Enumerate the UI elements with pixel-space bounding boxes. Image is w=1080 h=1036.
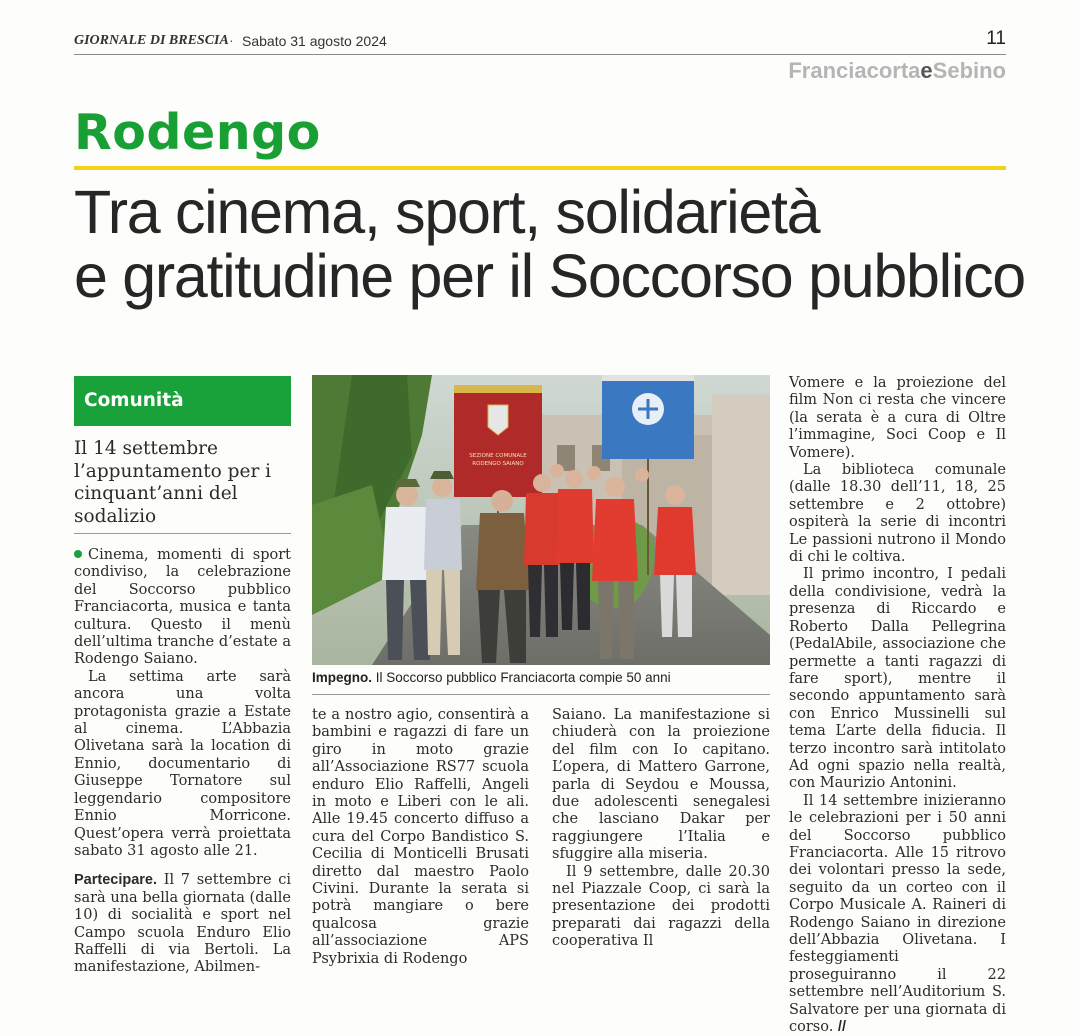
article-subhead: Il 14 settembre l’appuntamento per i cinquant’anni del sodalizio: [74, 438, 272, 527]
section-name-part2: e: [920, 58, 933, 83]
category-label: [74, 376, 291, 426]
bullet-icon: [74, 550, 82, 558]
newspaper-name: GIORNALE DI BRESCIA: [74, 33, 229, 48]
paragraph: La settima arte sarà ancora una volta protagonista grazie a Estate al cinema. L’Abbazia Olivetana sarà la location di Ennio, documentario di Giuseppe Tornatore sul leggendario compositore Ennio Morricone. Quest’opera verrà proiettata sabato 31 agosto alle 21.: [74, 668, 291, 859]
headline-line-1: Tra cinema, sport, solidarietà: [74, 178, 820, 246]
svg-text:RODENGO SAIANO: RODENGO SAIANO: [472, 461, 524, 467]
headline-line-2: e gratitudine per il Soccorso pubblico: [74, 242, 1025, 310]
svg-text:SEZIONE COMUNALE: SEZIONE COMUNALE: [469, 453, 527, 459]
article-photo: [312, 375, 770, 665]
paragraph: Il 9 settembre, dalle 20.30 nel Piazzale Coop, ci sarà la presentazione dei prodotti preparati dai ragazzi della cooperativa Il: [552, 863, 770, 950]
publication-date: Sabato 31 agosto 2024: [242, 33, 387, 49]
kicker-rule: [74, 166, 1006, 170]
category-label-text: Comunità: [84, 390, 184, 411]
paragraph: [74, 547, 291, 669]
paragraph: La biblioteca comunale (dalle 18.30 dell’11, 18, 25 settembre e 2 ottobre) ospiterà la serie di incontri Le passioni nutrono il Mondo di chi le coltiva.: [789, 462, 1006, 566]
section-name-part1: Franciacorta: [788, 58, 921, 83]
text-column-4: [789, 375, 1006, 1036]
section-name-part3: Sebino: [932, 58, 1006, 83]
article-kicker: Rodengo: [74, 104, 321, 161]
end-mark: //: [837, 1019, 846, 1036]
article-headline: [74, 178, 1025, 310]
paragraph-lead: Partecipare.: [74, 872, 158, 889]
paragraph: te a nostro agio, consentirà a bambini e ragazzi di fare un giro in moto grazie all’Associazione RS77 scuola enduro Elio Raffelli, Angeli in moto e Liberi con le ali. Alle 19.45 concerto diffuso a cura del Corpo Bandistico S. Cecilia di Monticelli Brusati diretto dal maestro Paolo Civini. Durante la serata si potrà mangiare o bere qualcosa grazie all’associazione APS Psybrixia di Rodengo: [312, 707, 529, 967]
text-column-2: [312, 707, 529, 968]
paragraph-text: Cinema, momenti di sport condiviso, la celebrazione del Soccorso pubblico Franciacorta, musica e tanta cultura. Questo il menù dell’ultima tranche d’estate a Rodengo Saiano.: [74, 547, 291, 668]
caption-lead: Impegno.: [312, 670, 372, 685]
masthead-separator: ·: [229, 32, 234, 48]
page-number: 11: [986, 28, 1006, 49]
photo-caption: [312, 670, 782, 685]
paragraph: Saiano. La manifestazione si chiuderà con la proiezione del film con Io capitano. L’opera, di Mattero Garrone, parla di Seydou e Moussa, due adolescenti senegalesi che lasciano Dakar per raggiungere l’Italia e sfuggire alla miseria.: [552, 707, 770, 863]
text-column-3: [552, 707, 770, 951]
procession-photo: [312, 375, 770, 665]
subhead-rule: [74, 533, 291, 534]
masthead: [74, 28, 1006, 55]
paragraph: Vomere e la proiezione del film Non ci resta che vincere (la serata è a cura di Oltre l’immagine, Soci Coop e Il Vomere).: [789, 375, 1006, 461]
caption-text: Il Soccorso pubblico Franciacorta compie 50 anni: [372, 670, 671, 685]
paragraph: [74, 872, 291, 976]
paragraph-text: Il 14 settembre inizieranno le celebrazioni per i 50 anni del Soccorso pubblico Franciacorta. Alle 15 ritrovo dei volontari presso la sede, seguito da un corteo con il Corpo Musicale A. Raineri di Rodengo Saiano in direzione dell’Abbazia Olivetana. I festeggiamenti proseguiranno il 22 settembre nell’Auditorium S. Salvatore per una giornata di corso.: [789, 792, 1006, 1036]
section-name: [788, 58, 1006, 84]
paragraph: [789, 793, 1006, 1036]
text-column-1: [74, 547, 291, 977]
paragraph-text: Il 7 settembre ci sarà una bella giornata (dalle 10) di socialità e sport nel Campo scuola Enduro Elio Raffelli di via Bertoli. La manifestazione, Abilmen-: [74, 872, 291, 976]
caption-rule: [312, 694, 770, 695]
paragraph: Il primo incontro, I pedali della condivisione, vedrà la presenza di Riccardo e Roberto Dalla Pellegrina (PedalAbile, associazione che permette a tanti ragazzi di fare sport), mentre il secondo appuntamento sarà con Enrico Mussinelli sul tema L’arte della fiducia. Il terzo incontro sarà intitolato Ad ogni spazio nella realtà, con Maurizio Antonini.: [789, 566, 1006, 792]
